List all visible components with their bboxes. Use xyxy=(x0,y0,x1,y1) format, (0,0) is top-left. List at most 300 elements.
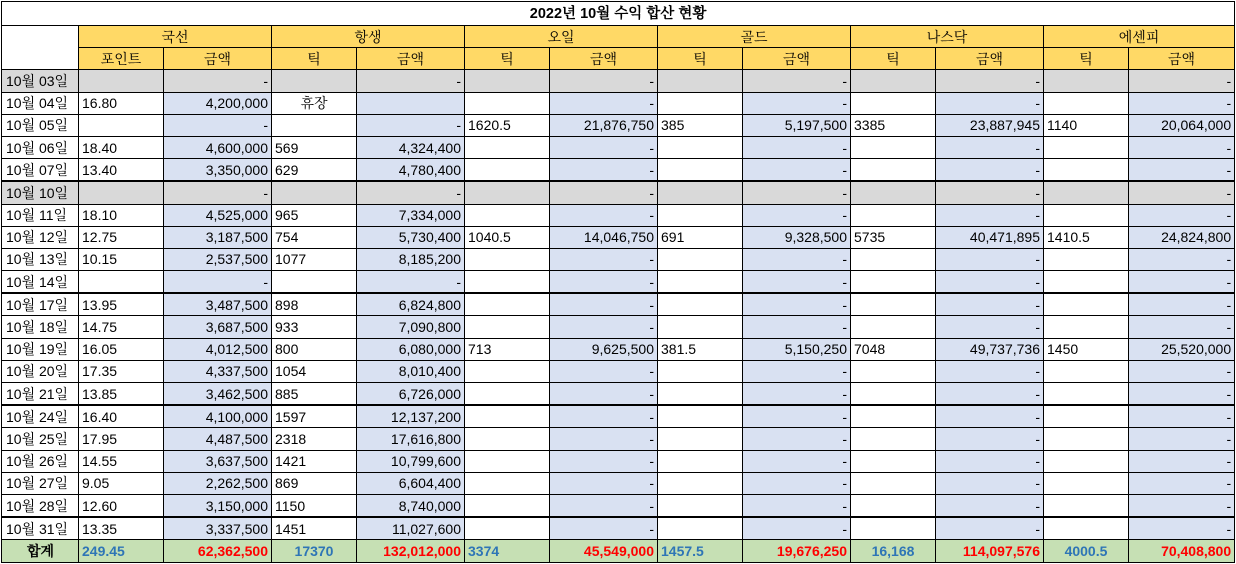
amount-cell: - xyxy=(357,271,465,294)
amount-cell: - xyxy=(1129,181,1235,204)
amount-cell: - xyxy=(936,316,1044,338)
value-cell: 1410.5 xyxy=(1044,226,1129,248)
table-row xyxy=(2,136,1235,158)
amount-cell: - xyxy=(550,316,658,338)
value-cell xyxy=(1044,271,1129,294)
value-cell xyxy=(79,70,164,92)
amount-cell: - xyxy=(1129,517,1235,540)
amount-cell: 12,137,200 xyxy=(357,405,465,428)
amount-cell: 7,334,000 xyxy=(357,204,465,226)
value-cell xyxy=(851,383,936,406)
sub-header: 틱 xyxy=(851,48,936,70)
amount-cell: 4,200,000 xyxy=(164,92,272,114)
amount-cell: 3,337,500 xyxy=(164,517,272,540)
value-cell: 13.35 xyxy=(79,517,164,540)
value-cell xyxy=(658,181,743,204)
amount-cell: 4,487,500 xyxy=(164,428,272,450)
table-row xyxy=(2,92,1235,114)
value-cell: 898 xyxy=(272,293,357,316)
group-header: 나스닥 xyxy=(851,26,1044,48)
amount-cell: - xyxy=(936,494,1044,517)
amount-cell: - xyxy=(1129,136,1235,158)
amount-cell: - xyxy=(1129,450,1235,472)
value-cell: 1451 xyxy=(272,517,357,540)
amount-cell: 4,337,500 xyxy=(164,360,272,382)
amount-cell: - xyxy=(550,472,658,494)
amount-cell: - xyxy=(936,428,1044,450)
amount-cell: 21,876,750 xyxy=(550,114,658,136)
value-cell xyxy=(465,316,550,338)
amount-cell: 17,616,800 xyxy=(357,428,465,450)
value-cell: 381.5 xyxy=(658,338,743,360)
amount-cell: - xyxy=(550,159,658,182)
amount-cell: - xyxy=(1129,92,1235,114)
value-cell xyxy=(658,204,743,226)
amount-cell: - xyxy=(1129,494,1235,517)
sub-header: 금액 xyxy=(164,48,272,70)
value-cell xyxy=(465,517,550,540)
amount-cell: - xyxy=(743,136,851,158)
table-row xyxy=(2,383,1235,406)
value-cell xyxy=(1044,159,1129,182)
value-cell xyxy=(465,136,550,158)
value-cell: 13.95 xyxy=(79,293,164,316)
amount-cell: - xyxy=(936,136,1044,158)
row-date: 10월 04일 xyxy=(2,92,79,114)
value-cell xyxy=(658,450,743,472)
value-cell: 9.05 xyxy=(79,472,164,494)
value-cell xyxy=(1044,136,1129,158)
amount-cell: 11,027,600 xyxy=(357,517,465,540)
amount-cell: - xyxy=(936,271,1044,294)
value-cell xyxy=(658,472,743,494)
value-cell xyxy=(658,70,743,92)
sub-header: 금액 xyxy=(357,48,465,70)
value-cell xyxy=(272,70,357,92)
value-cell: 800 xyxy=(272,338,357,360)
value-cell xyxy=(272,181,357,204)
amount-cell: 3,637,500 xyxy=(164,450,272,472)
amount-cell: - xyxy=(743,517,851,540)
value-cell xyxy=(465,248,550,270)
value-cell xyxy=(465,360,550,382)
value-cell: 16.40 xyxy=(79,405,164,428)
value-cell: 569 xyxy=(272,136,357,158)
amount-cell: 40,471,895 xyxy=(936,226,1044,248)
value-cell xyxy=(658,383,743,406)
sub-header: 금액 xyxy=(550,48,658,70)
value-cell xyxy=(851,70,936,92)
amount-cell: - xyxy=(1129,293,1235,316)
amount-cell: - xyxy=(550,360,658,382)
value-cell: 1150 xyxy=(272,494,357,517)
group-header: 오일 xyxy=(465,26,658,48)
amount-cell: - xyxy=(936,159,1044,182)
table-row xyxy=(2,248,1235,270)
value-cell xyxy=(1044,293,1129,316)
amount-cell: - xyxy=(357,114,465,136)
amount-cell: 4,780,400 xyxy=(357,159,465,182)
value-cell xyxy=(79,271,164,294)
value-cell: 1597 xyxy=(272,405,357,428)
amount-cell: - xyxy=(743,271,851,294)
value-cell: 1077 xyxy=(272,248,357,270)
value-cell xyxy=(658,92,743,114)
value-cell xyxy=(658,517,743,540)
row-date: 10월 17일 xyxy=(2,293,79,316)
value-cell: 965 xyxy=(272,204,357,226)
amount-cell: 3,462,500 xyxy=(164,383,272,406)
row-date: 10월 14일 xyxy=(2,271,79,294)
value-cell: 629 xyxy=(272,159,357,182)
row-date: 10월 25일 xyxy=(2,428,79,450)
amount-cell: 4,012,500 xyxy=(164,338,272,360)
value-cell xyxy=(1044,517,1129,540)
total-value: 17370 xyxy=(272,540,357,562)
amount-cell: 6,080,000 xyxy=(357,338,465,360)
amount-cell: 2,262,500 xyxy=(164,472,272,494)
amount-cell: - xyxy=(936,383,1044,406)
sub-header: 금액 xyxy=(936,48,1044,70)
total-value: 249.45 xyxy=(79,540,164,562)
amount-cell: - xyxy=(550,92,658,114)
row-date: 10월 07일 xyxy=(2,159,79,182)
value-cell: 10.15 xyxy=(79,248,164,270)
amount-cell: - xyxy=(550,248,658,270)
amount-cell: 4,324,400 xyxy=(357,136,465,158)
value-cell xyxy=(465,428,550,450)
total-amount: 19,676,250 xyxy=(743,540,851,562)
table-title: 2022년 10월 수익 합산 현황 xyxy=(2,2,1235,26)
value-cell xyxy=(272,114,357,136)
amount-cell: - xyxy=(936,405,1044,428)
value-cell xyxy=(465,181,550,204)
total-amount: 62,362,500 xyxy=(164,540,272,562)
value-cell xyxy=(658,360,743,382)
table-row xyxy=(2,316,1235,338)
row-date: 10월 19일 xyxy=(2,338,79,360)
value-cell xyxy=(851,271,936,294)
value-cell xyxy=(1044,360,1129,382)
value-cell: 5735 xyxy=(851,226,936,248)
table-row xyxy=(2,428,1235,450)
value-cell xyxy=(851,450,936,472)
value-cell xyxy=(658,136,743,158)
amount-cell: - xyxy=(1129,472,1235,494)
value-cell xyxy=(851,517,936,540)
value-cell xyxy=(658,248,743,270)
amount-cell: - xyxy=(936,293,1044,316)
amount-cell: 6,604,400 xyxy=(357,472,465,494)
amount-cell: - xyxy=(550,405,658,428)
value-cell xyxy=(851,360,936,382)
amount-cell: - xyxy=(550,517,658,540)
value-cell xyxy=(851,293,936,316)
total-value: 3374 xyxy=(465,540,550,562)
value-cell xyxy=(658,271,743,294)
value-cell xyxy=(1044,204,1129,226)
amount-cell: - xyxy=(1129,428,1235,450)
value-cell: 3385 xyxy=(851,114,936,136)
amount-cell: - xyxy=(743,159,851,182)
value-cell xyxy=(465,472,550,494)
value-cell xyxy=(851,316,936,338)
sub-header: 포인트 xyxy=(79,48,164,70)
amount-cell: - xyxy=(743,405,851,428)
value-cell xyxy=(465,494,550,517)
value-cell xyxy=(1044,316,1129,338)
amount-cell: - xyxy=(357,70,465,92)
amount-cell: - xyxy=(743,248,851,270)
value-cell: 1620.5 xyxy=(465,114,550,136)
amount-cell: - xyxy=(743,383,851,406)
value-cell: 933 xyxy=(272,316,357,338)
sub-header: 금액 xyxy=(1129,48,1235,70)
row-date: 10월 24일 xyxy=(2,405,79,428)
amount-cell: - xyxy=(164,114,272,136)
amount-cell: 4,100,000 xyxy=(164,405,272,428)
value-cell: 754 xyxy=(272,226,357,248)
amount-cell xyxy=(357,92,465,114)
value-cell xyxy=(79,114,164,136)
value-cell xyxy=(1044,70,1129,92)
amount-cell: 3,150,000 xyxy=(164,494,272,517)
amount-cell: 2,537,500 xyxy=(164,248,272,270)
table-row xyxy=(2,181,1235,204)
value-cell xyxy=(658,405,743,428)
value-cell xyxy=(851,428,936,450)
amount-cell: - xyxy=(550,271,658,294)
value-cell: 16.80 xyxy=(79,92,164,114)
amount-cell: 4,525,000 xyxy=(164,204,272,226)
total-value: 16,168 xyxy=(851,540,936,562)
value-cell xyxy=(851,472,936,494)
value-cell xyxy=(465,293,550,316)
amount-cell: 20,064,000 xyxy=(1129,114,1235,136)
value-cell xyxy=(658,293,743,316)
row-date: 10월 03일 xyxy=(2,70,79,92)
amount-cell: - xyxy=(550,293,658,316)
value-cell xyxy=(1044,428,1129,450)
amount-cell: - xyxy=(936,70,1044,92)
table-row xyxy=(2,70,1235,92)
value-cell xyxy=(851,136,936,158)
amount-cell: - xyxy=(743,450,851,472)
group-header: 항생 xyxy=(272,26,465,48)
value-cell xyxy=(465,70,550,92)
value-cell xyxy=(465,271,550,294)
row-date: 10월 05일 xyxy=(2,114,79,136)
group-header: 국선 xyxy=(79,26,272,48)
value-cell xyxy=(658,159,743,182)
table-row xyxy=(2,405,1235,428)
amount-cell: - xyxy=(743,70,851,92)
value-cell xyxy=(851,248,936,270)
value-cell xyxy=(1044,181,1129,204)
amount-cell: - xyxy=(1129,248,1235,270)
value-cell xyxy=(658,494,743,517)
amount-cell: 3,687,500 xyxy=(164,316,272,338)
total-row xyxy=(2,540,1235,562)
value-cell: 869 xyxy=(272,472,357,494)
amount-cell: - xyxy=(550,70,658,92)
row-date: 10월 13일 xyxy=(2,248,79,270)
amount-cell: 9,625,500 xyxy=(550,338,658,360)
amount-cell: - xyxy=(743,92,851,114)
value-cell: 14.75 xyxy=(79,316,164,338)
sub-header: 틱 xyxy=(658,48,743,70)
row-date: 10월 28일 xyxy=(2,494,79,517)
amount-cell: - xyxy=(743,472,851,494)
value-cell xyxy=(79,181,164,204)
value-cell xyxy=(658,316,743,338)
total-amount: 132,012,000 xyxy=(357,540,465,562)
value-cell: 7048 xyxy=(851,338,936,360)
row-date: 10월 21일 xyxy=(2,383,79,406)
table-row xyxy=(2,472,1235,494)
value-cell xyxy=(658,428,743,450)
amount-cell: 8,010,400 xyxy=(357,360,465,382)
amount-cell: - xyxy=(164,70,272,92)
table-row xyxy=(2,271,1235,294)
value-cell: 17.35 xyxy=(79,360,164,382)
value-cell xyxy=(465,159,550,182)
amount-cell: - xyxy=(550,428,658,450)
revenue-table xyxy=(1,1,1235,563)
value-cell xyxy=(851,405,936,428)
row-date: 10월 12일 xyxy=(2,226,79,248)
value-cell xyxy=(851,181,936,204)
amount-cell: 4,600,000 xyxy=(164,136,272,158)
row-date: 10월 26일 xyxy=(2,450,79,472)
table-row xyxy=(2,293,1235,316)
table-row xyxy=(2,114,1235,136)
value-cell xyxy=(1044,450,1129,472)
amount-cell: - xyxy=(743,494,851,517)
value-cell xyxy=(1044,405,1129,428)
value-cell: 713 xyxy=(465,338,550,360)
amount-cell: - xyxy=(1129,271,1235,294)
value-cell xyxy=(1044,248,1129,270)
row-date: 10월 31일 xyxy=(2,517,79,540)
amount-cell: 14,046,750 xyxy=(550,226,658,248)
amount-cell: - xyxy=(936,450,1044,472)
sub-header: 틱 xyxy=(465,48,550,70)
group-header: 골드 xyxy=(658,26,851,48)
table-row xyxy=(2,204,1235,226)
amount-cell: - xyxy=(1129,383,1235,406)
value-cell xyxy=(272,271,357,294)
amount-cell: - xyxy=(357,181,465,204)
table-row xyxy=(2,338,1235,360)
value-cell xyxy=(1044,494,1129,517)
amount-cell: 8,740,000 xyxy=(357,494,465,517)
value-cell xyxy=(465,383,550,406)
sub-header: 금액 xyxy=(743,48,851,70)
group-header: 에센피 xyxy=(1044,26,1235,48)
value-cell xyxy=(1044,383,1129,406)
value-cell xyxy=(1044,472,1129,494)
amount-cell: - xyxy=(1129,316,1235,338)
amount-cell: - xyxy=(1129,405,1235,428)
amount-cell: 3,487,500 xyxy=(164,293,272,316)
value-cell: 13.40 xyxy=(79,159,164,182)
amount-cell: - xyxy=(743,428,851,450)
amount-cell: 5,730,400 xyxy=(357,226,465,248)
amount-cell: 3,350,000 xyxy=(164,159,272,182)
amount-cell: 5,150,250 xyxy=(743,338,851,360)
value-cell: 13.85 xyxy=(79,383,164,406)
amount-cell: 9,328,500 xyxy=(743,226,851,248)
value-cell: 1054 xyxy=(272,360,357,382)
table-row xyxy=(2,360,1235,382)
value-cell: 휴장 xyxy=(272,92,357,114)
date-header-blank xyxy=(2,26,79,70)
sub-header: 틱 xyxy=(1044,48,1129,70)
amount-cell: - xyxy=(550,136,658,158)
amount-cell: 8,185,200 xyxy=(357,248,465,270)
amount-cell: - xyxy=(550,383,658,406)
amount-cell: - xyxy=(550,181,658,204)
value-cell xyxy=(465,405,550,428)
amount-cell: 25,520,000 xyxy=(1129,338,1235,360)
value-cell: 1450 xyxy=(1044,338,1129,360)
total-value: 1457.5 xyxy=(658,540,743,562)
amount-cell: - xyxy=(550,204,658,226)
amount-cell: 3,187,500 xyxy=(164,226,272,248)
amount-cell: - xyxy=(743,360,851,382)
amount-cell: - xyxy=(550,494,658,517)
value-cell: 14.55 xyxy=(79,450,164,472)
table-row xyxy=(2,494,1235,517)
value-cell xyxy=(465,204,550,226)
amount-cell: - xyxy=(164,271,272,294)
table-row xyxy=(2,517,1235,540)
amount-cell: - xyxy=(743,181,851,204)
row-date: 10월 18일 xyxy=(2,316,79,338)
amount-cell: - xyxy=(936,248,1044,270)
amount-cell: - xyxy=(743,316,851,338)
value-cell: 885 xyxy=(272,383,357,406)
value-cell xyxy=(851,204,936,226)
amount-cell: 24,824,800 xyxy=(1129,226,1235,248)
value-cell xyxy=(1044,92,1129,114)
amount-cell: - xyxy=(1129,204,1235,226)
value-cell: 12.60 xyxy=(79,494,164,517)
total-amount: 45,549,000 xyxy=(550,540,658,562)
row-date: 10월 11일 xyxy=(2,204,79,226)
total-amount: 70,408,800 xyxy=(1129,540,1235,562)
amount-cell: - xyxy=(936,181,1044,204)
value-cell: 2318 xyxy=(272,428,357,450)
row-date: 10월 06일 xyxy=(2,136,79,158)
amount-cell: - xyxy=(164,181,272,204)
row-date: 10월 10일 xyxy=(2,181,79,204)
amount-cell: 10,799,600 xyxy=(357,450,465,472)
amount-cell: 7,090,800 xyxy=(357,316,465,338)
row-date: 10월 27일 xyxy=(2,472,79,494)
value-cell: 18.10 xyxy=(79,204,164,226)
value-cell: 18.40 xyxy=(79,136,164,158)
sub-header: 틱 xyxy=(272,48,357,70)
amount-cell: - xyxy=(743,204,851,226)
value-cell: 1040.5 xyxy=(465,226,550,248)
amount-cell: - xyxy=(936,92,1044,114)
row-date: 10월 20일 xyxy=(2,360,79,382)
total-value: 4000.5 xyxy=(1044,540,1129,562)
amount-cell: - xyxy=(550,450,658,472)
amount-cell: - xyxy=(936,204,1044,226)
